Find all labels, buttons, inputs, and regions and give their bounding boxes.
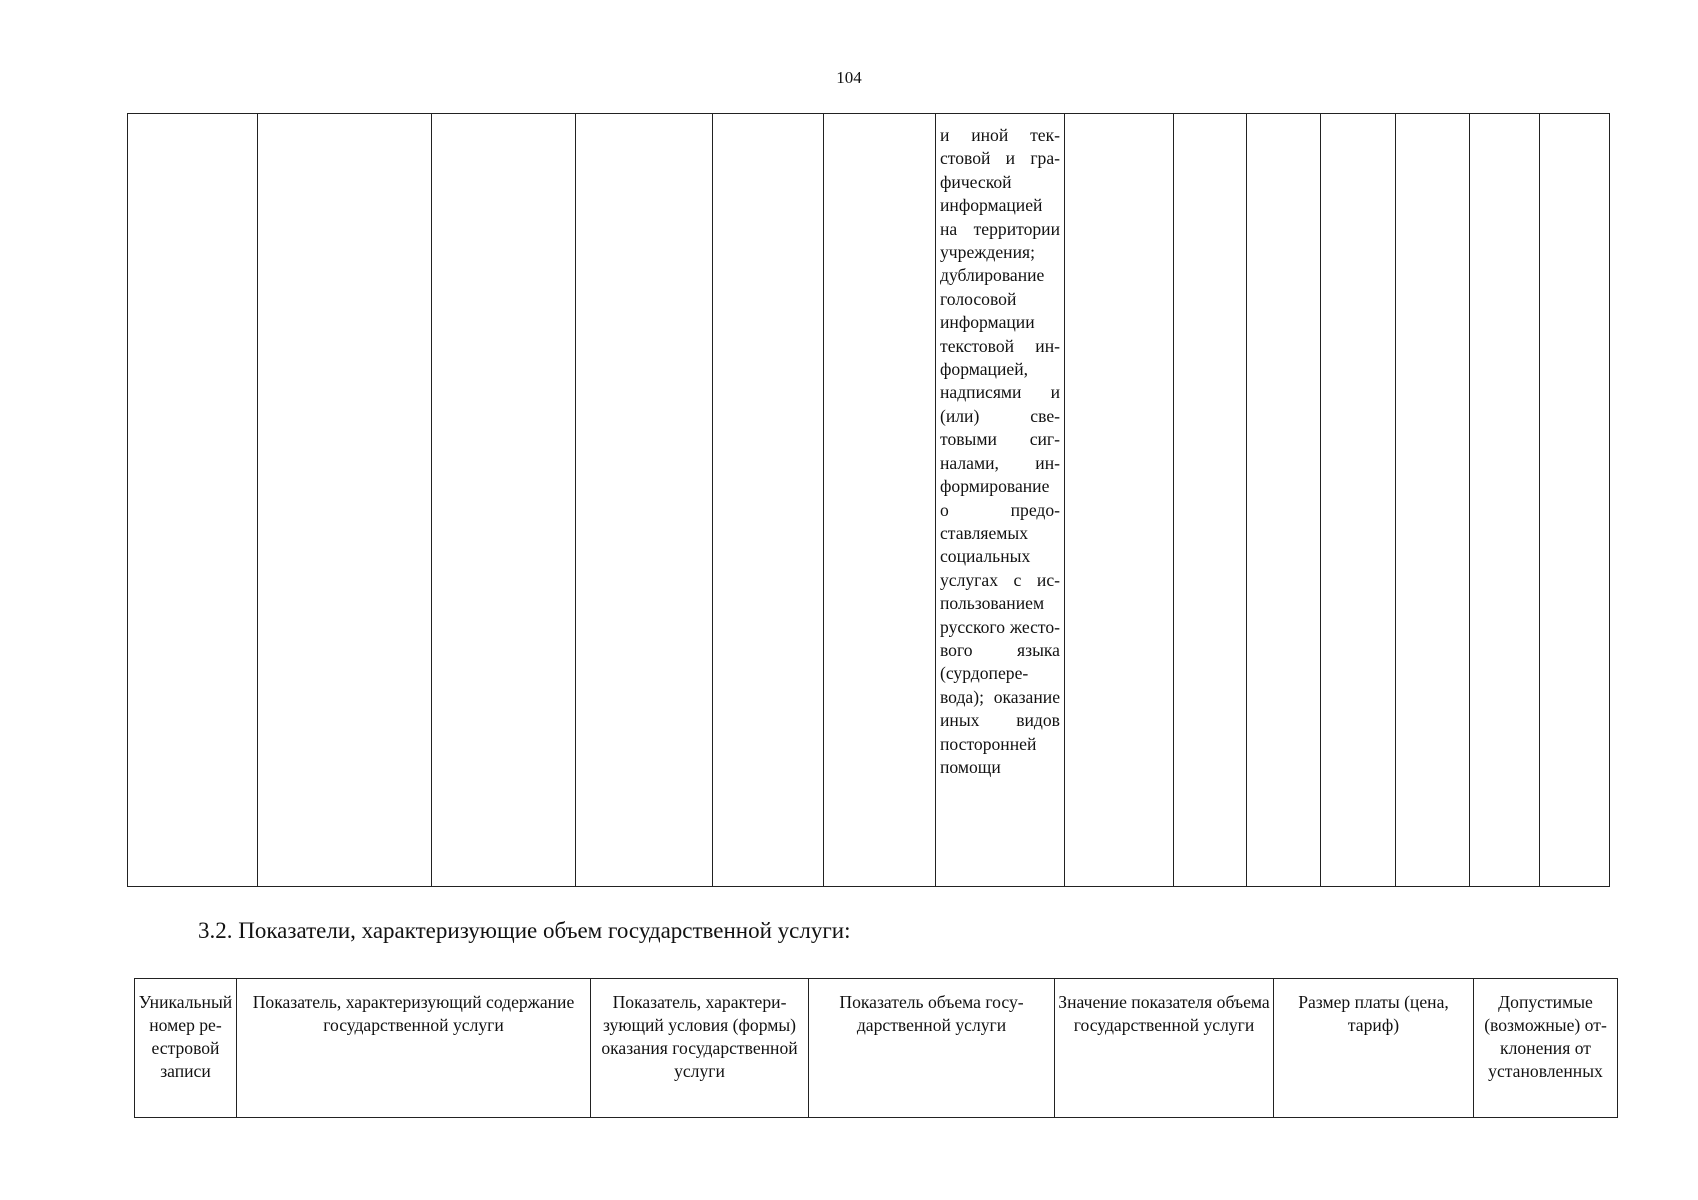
top-table [127,113,1610,887]
table-row [128,114,1610,887]
table-cell [258,114,432,887]
table-cell-text [936,114,1065,887]
header-cell-conditions-indicator: Показатель, характеризующий условия (формы) оказания государственной услуги [591,979,809,1118]
page-number: 104 [836,68,862,87]
table-cell [432,114,576,887]
table-cell [128,114,258,887]
table-header-row [135,979,1618,1118]
bottom-table [134,978,1618,1118]
table-cell [1247,114,1321,887]
table-cell [1174,114,1247,887]
table-cell [576,114,713,887]
table-cell [1470,114,1540,887]
header-cell-deviations: Допустимые (возможные) отклонения от установленных [1474,979,1618,1118]
section-heading: 3.2. Показатели, характеризующие объем государственной услуги: [198,918,851,943]
table-cell [824,114,936,887]
table-cell [1540,114,1610,887]
header-cell-volume-value: Значение показателя объема государственной услуги [1055,979,1274,1118]
header-cell-registry-number: Уникальный номер реестровой записи [135,979,237,1118]
table-cell [1396,114,1470,887]
table-cell [713,114,824,887]
cell-long-text: и иной текстовой и графической информацией на территории учреждения; дублирование голосовой информации текстовой информацией, надписями и (или) световыми сигналами, информирование о предоставляемых социальных услугах с использованием русского жестового языка (сурдоперевода); оказание иных видов посторонней помощи [940,125,1060,777]
table-cell [1321,114,1396,887]
header-cell-fee: Размер платы (цена, тариф) [1274,979,1474,1118]
header-cell-content-indicator: Показатель, характеризующий содержание государственной услуги [237,979,591,1118]
table-cell [1065,114,1174,887]
header-cell-volume-indicator: Показатель объема государственной услуги [809,979,1055,1118]
